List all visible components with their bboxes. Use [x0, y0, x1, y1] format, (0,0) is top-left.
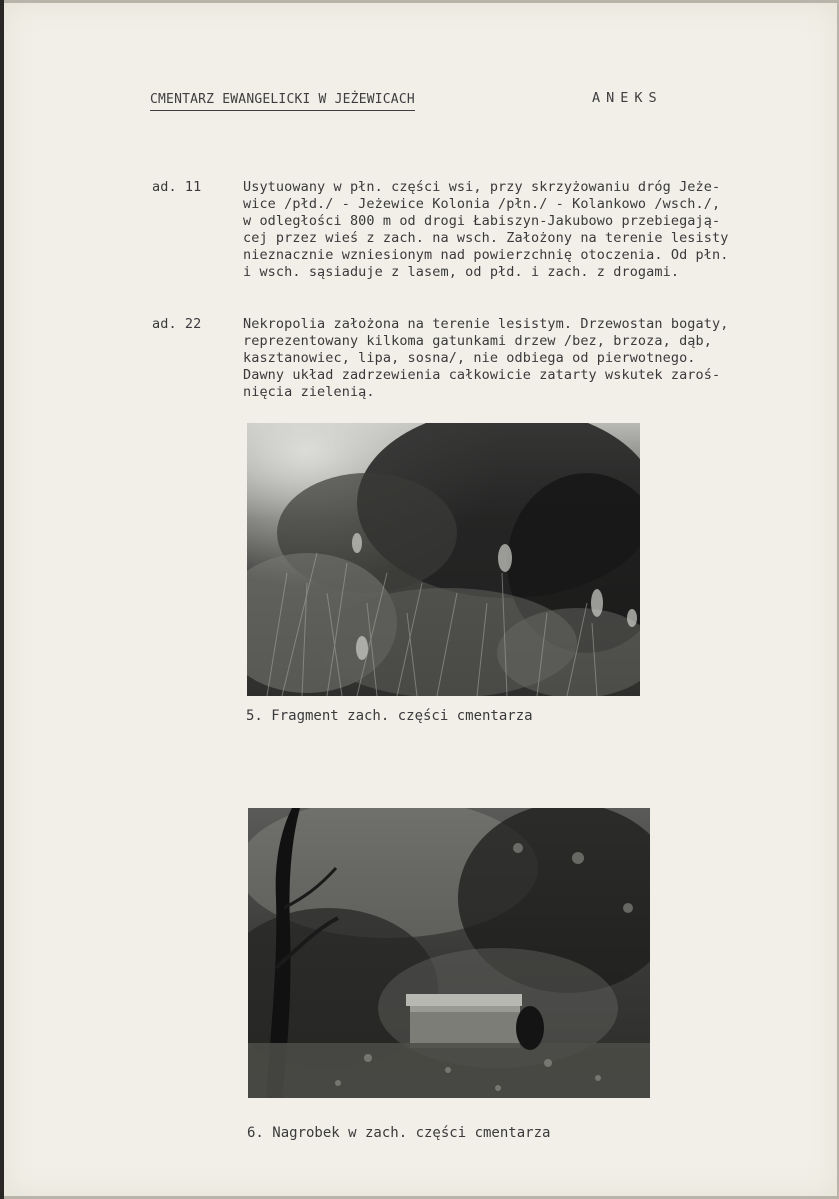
text-line: nieznacznie wzniesionym nad powierzchnię otoczenia. Od płn.: [243, 247, 729, 263]
photo-cemetery-fragment: [247, 423, 640, 696]
text-line: Dawny układ zadrzewienia całkowicie zatarty wskutek zaroś-: [243, 367, 721, 383]
photo-image: [247, 423, 640, 696]
section-label-ad-11: ad. 11: [152, 179, 202, 195]
photo-caption-5: 5. Fragment zach. części cmentarza: [246, 708, 533, 724]
text-line: wice /płd./ - Jeżewice Kolonia /płn./ - Kolankowo /wsch./,: [243, 196, 721, 212]
annex-label: ANEKS: [592, 90, 663, 106]
photo-caption-6: 6. Nagrobek w zach. części cmentarza: [247, 1125, 551, 1141]
document-title: CMENTARZ EWANGELICKI W JEŻEWICACH: [150, 91, 415, 111]
section-label-ad-22: ad. 22: [152, 316, 202, 332]
text-line: i wsch. sąsiaduje z lasem, od płd. i zach. z drogami.: [243, 264, 680, 280]
text-line: nięcia zielenią.: [243, 384, 375, 400]
text-line: cej przez wieś z zach. na wsch. Założony na terenie lesisty: [243, 230, 729, 246]
photo-image: [248, 808, 650, 1098]
text-line: w odległości 800 m od drogi Łabiszyn-Jakubowo przebiegają-: [243, 213, 721, 229]
photo-gravestone: [248, 808, 650, 1098]
section-text-ad-22: [243, 316, 728, 401]
text-line: reprezentowany kilkoma gatunkami drzew /bez, brzoza, dąb,: [243, 333, 712, 349]
text-line: Nekropolia założona na terenie lesistym. Drzewostan bogaty,: [243, 316, 729, 332]
section-text-ad-11: [243, 179, 728, 281]
text-line: kasztanowiec, lipa, sosna/, nie odbiega od pierwotnego.: [243, 350, 696, 366]
text-line: Usytuowany w płn. części wsi, przy skrzyżowaniu dróg Jeże-: [243, 179, 721, 195]
